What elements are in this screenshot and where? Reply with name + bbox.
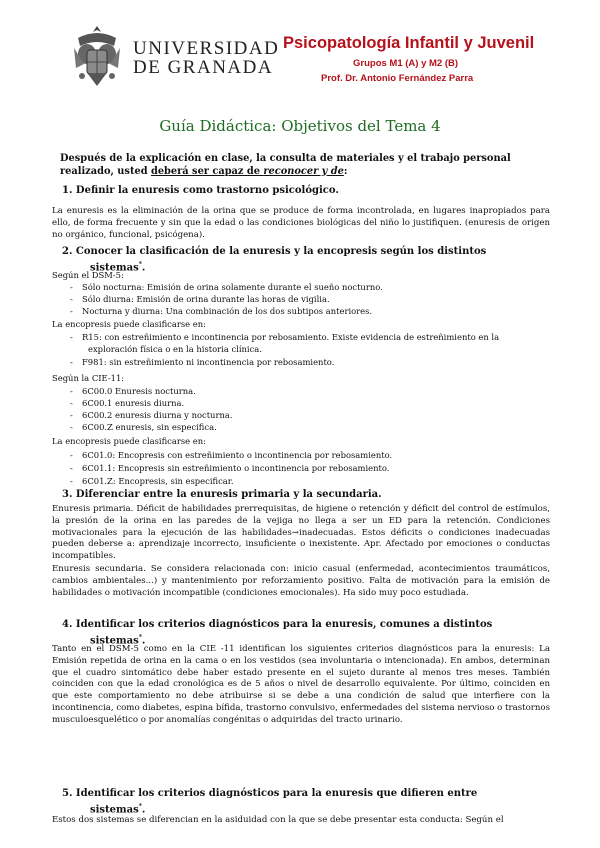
section-2-heading-line2: sistemas xyxy=(90,261,139,273)
cie-item: - 6C00.2 enuresis diurna y nocturna. xyxy=(70,410,233,420)
intro-text-3: reconocer y de xyxy=(263,165,344,177)
dsm-item: - Sólo diurna: Emisión de orina durante las horas de vigilia. xyxy=(70,294,330,304)
section-2-heading-mark: * xyxy=(138,260,142,268)
section-4-heading-mark: * xyxy=(138,633,142,641)
section-5-heading-mark: * xyxy=(138,802,142,810)
encopresis-label-1: La encopresis puede clasificarse en: xyxy=(52,319,206,329)
dsm-label: Según el DSM-5: xyxy=(52,270,124,280)
dsm-item: - Sólo nocturna: Emisión de orina solamente durante el sueño nocturno. xyxy=(70,282,383,292)
section-2-heading-line1: 2. Conocer la clasificación de la enuresis y la encopresis según los distintos xyxy=(62,246,487,257)
section-2-heading-end: . xyxy=(141,261,146,273)
encopresis-cie-item: - 6C01.0: Encopresis con estreñimiento o incontinencia por rebosamiento. xyxy=(70,450,393,460)
dsm-item: - Nocturna y diurna: Una combinación de los dos subtipos anteriores. xyxy=(70,306,373,316)
section-5-heading-line2: sistemas xyxy=(90,803,139,815)
page-title: Guía Didáctica: Objetivos del Tema 4 xyxy=(159,117,441,135)
section-5-heading-line1: 5. Identificar los criterios diagnósticos para la enuresis que difieren entre xyxy=(62,788,478,799)
section-3-heading: 3. Diferenciar entre la enuresis primaria y la secundaria. xyxy=(62,489,382,500)
encopresis-item-cont: exploración física o en la historia clínica. xyxy=(88,344,262,354)
section-4-body: Tanto en el DSM-5 como en la CIE -11 identifican los siguientes criterios diagnósticos para la enuresis: La Emisión repetida de orina en la cama o en los vestidos (sea involuntaria o intencionada). En ambos, determinan que el cuadro sintomático debe haber estado presente en el sujeto durante al menos tres meses. También coinciden con que la edad cronológica es de 5 años o nivel de desarrollo equivalente. Por último, coinciden en que este comportamiento no debe atribuirse si se debe a una condición de salud que interfiere con la incontinencia, como diabetes, espina bífida, trastorno convulsivo, enfermedades del sistema nervioso o trastornos musculoesquelético o por anomalías congénitas o adquiridas del tracto urinario. xyxy=(52,644,550,725)
cie-label: Según la CIE-11: xyxy=(52,373,125,383)
section-5-heading xyxy=(62,788,542,816)
intro-text-2: deberá ser capaz de xyxy=(150,165,264,177)
cie-item: - 6C00.0 Enuresis nocturna. xyxy=(70,386,196,396)
section-3-body-primary: Enuresis primaria. Déficit de habilidades prerrequisitas, de higiene o retención y déficit del control de estímulos, la presión de la orina en las paredes de la vejiga no llega a ser un ED para la retención. Condiciones motivacionales para la ejecución de las habilidades→inadecuadas. Estos déficits o condiciones inadecuadas pueden deberse a: aprendizaje incorrecto, insuficiente o inexistente. Apr. Afectado por emociones o conductas incompatibles. xyxy=(52,504,550,562)
encopresis-item: - F981: sin estreñimiento ni incontinencia por rebosamiento. xyxy=(70,357,335,367)
section-2-heading xyxy=(62,246,542,274)
encopresis-item: - R15: con estreñimiento e incontinencia por rebosamiento. Existe evidencia de estreñimiento en la xyxy=(70,332,500,342)
course-title: Psicopatología Infantil y Juvenil xyxy=(283,34,535,52)
section-3-body-secondary: Enuresis secundaria. Se considera relacionada con: inicio casual (enfermedad, acontecimientos traumáticos, cambios ambientales...) y mantenimiento por reforzamiento positivo. Falta de motivación para la emisión de habilidades o motivación incompatible (condiciones emocionales). Ha sido muy poco estudiada. xyxy=(52,564,550,598)
intro-text-1: Después de la explicación en clase, la consulta de materiales y el trabajo personal realizado, usted xyxy=(60,153,511,177)
university-name-line2: DE GRANADA xyxy=(133,57,274,78)
course-groups: Grupos M1 (A) y M2 (B) xyxy=(353,58,459,69)
section-1-heading: 1. Definir la enuresis como trastorno psicológico. xyxy=(62,185,339,196)
professor-name: Prof. Dr. Antonio Fernández Parra xyxy=(321,73,474,84)
cie-item: - 6C00.Z enuresis, sin especifica. xyxy=(70,422,217,432)
encopresis-label-2: La encopresis puede clasificarse en: xyxy=(52,436,206,446)
intro-text-4: : xyxy=(343,165,348,177)
cie-item: - 6C00.1 enuresis diurna. xyxy=(70,398,185,408)
encopresis-cie-item: - 6C01.1: Encopresis sin estreñimiento o incontinencia por rebosamiento. xyxy=(70,463,390,473)
section-5-body: Estos dos sistemas se diferencian en la asiduidad con la que se debe presentar esta conducta: Según el xyxy=(52,815,504,825)
section-4-heading-line2: sistemas xyxy=(90,634,139,646)
encopresis-cie-item: - 6C01.Z: Encopresis, sin especificar. xyxy=(70,476,234,486)
university-crest-icon xyxy=(70,24,124,88)
university-name-line1: UNIVERSIDAD xyxy=(133,38,280,59)
section-4-heading-line1: 4. Identificar los criterios diagnósticos para la enuresis, comunes a distintos xyxy=(62,619,493,630)
intro-paragraph xyxy=(60,153,542,178)
section-4-heading-end: . xyxy=(141,634,146,646)
document-header xyxy=(0,0,600,110)
section-5-heading-end: . xyxy=(141,803,146,815)
section-1-body: La enuresis es la eliminación de la orina que se produce de forma incontrolada, en lugares inapropiados para ello, de forma frecuente y sin que la edad o las condiciones biológicas del niño lo justifiquen. (enuresis de origen no orgánico, funcional, psicógena). xyxy=(52,206,550,240)
